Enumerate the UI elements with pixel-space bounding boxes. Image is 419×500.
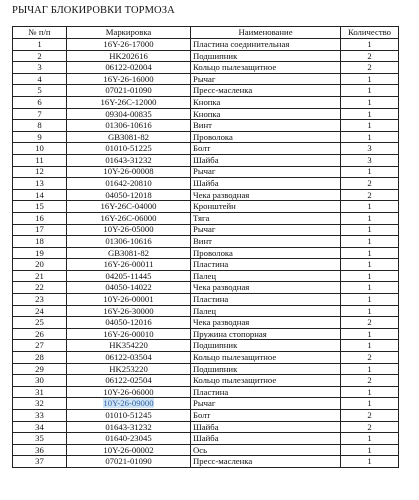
cell-quantity: 1 (341, 247, 399, 259)
cell-number: 30 (13, 375, 67, 387)
cell-quantity: 1 (341, 398, 399, 410)
cell-name: Подшипник (191, 363, 341, 375)
cell-number: 8 (13, 120, 67, 132)
table-row (13, 340, 399, 352)
cell-name: Пластина (191, 259, 341, 271)
cell-marking: 01640-23045 (67, 433, 191, 445)
parts-table (12, 26, 399, 468)
cell-name: Болт (191, 143, 341, 155)
cell-marking: 10Y-26-00002 (67, 444, 191, 456)
cell-name: Шайба (191, 433, 341, 445)
cell-number: 10 (13, 143, 67, 155)
cell-marking: 16Y-26-00011 (67, 259, 191, 271)
cell-quantity: 1 (341, 259, 399, 271)
cell-name: Рычаг (191, 166, 341, 178)
cell-number: 29 (13, 363, 67, 375)
table-row (13, 212, 399, 224)
cell-number: 19 (13, 247, 67, 259)
cell-name: Палец (191, 270, 341, 282)
cell-marking: 01010-51225 (67, 143, 191, 155)
header-marking: Маркировка (67, 27, 191, 39)
cell-name: Проволока (191, 131, 341, 143)
table-row (13, 131, 399, 143)
cell-quantity: 2 (341, 62, 399, 74)
cell-quantity: 1 (341, 236, 399, 248)
cell-marking: 10Y-26-00001 (67, 294, 191, 306)
table-row (13, 305, 399, 317)
cell-number: 32 (13, 398, 67, 410)
cell-number: 13 (13, 178, 67, 190)
cell-quantity: 1 (341, 433, 399, 445)
table-row (13, 317, 399, 329)
cell-number: 3 (13, 62, 67, 74)
table-row (13, 120, 399, 132)
cell-quantity: 1 (341, 456, 399, 468)
cell-name: Ось (191, 444, 341, 456)
cell-quantity: 1 (341, 294, 399, 306)
cell-quantity: 1 (341, 282, 399, 294)
cell-marking: 16Y-26C-04000 (67, 201, 191, 213)
cell-name: Подшипник (191, 50, 341, 62)
cell-name: Шайба (191, 178, 341, 190)
cell-name: Рычаг (191, 73, 341, 85)
cell-quantity: 1 (341, 131, 399, 143)
table-row (13, 62, 399, 74)
cell-name: Пружина стопорная (191, 328, 341, 340)
table-row (13, 39, 399, 51)
cell-marking: 16Y-26-00010 (67, 328, 191, 340)
cell-quantity: 2 (341, 317, 399, 329)
table-row (13, 328, 399, 340)
cell-quantity: 1 (341, 224, 399, 236)
cell-number: 37 (13, 456, 67, 468)
cell-quantity: 1 (341, 340, 399, 352)
table-row (13, 108, 399, 120)
cell-number: 34 (13, 421, 67, 433)
cell-marking: HK253220 (67, 363, 191, 375)
table-row (13, 421, 399, 433)
cell-name: Шайба (191, 421, 341, 433)
cell-marking: GB3081-82 (67, 131, 191, 143)
cell-name: Чека разводная (191, 189, 341, 201)
cell-marking: 04205-11445 (67, 270, 191, 282)
cell-number: 15 (13, 201, 67, 213)
cell-name: Пластина (191, 386, 341, 398)
cell-quantity: 3 (341, 143, 399, 155)
header-quantity: Количество (341, 27, 399, 39)
table-row (13, 85, 399, 97)
cell-quantity: 2 (341, 50, 399, 62)
selected-text[interactable]: 10Y-26-09000 (103, 398, 154, 409)
cell-number: 25 (13, 317, 67, 329)
table-row (13, 224, 399, 236)
cell-name: Пластина (191, 294, 341, 306)
cell-marking: 09304-00835 (67, 108, 191, 120)
cell-quantity: 1 (341, 108, 399, 120)
cell-name: Болт (191, 410, 341, 422)
cell-quantity: 1 (341, 363, 399, 375)
cell-name: Шайба (191, 154, 341, 166)
cell-marking (67, 398, 191, 410)
cell-number: 12 (13, 166, 67, 178)
table-row (13, 189, 399, 201)
cell-name: Пресс-масленка (191, 85, 341, 97)
cell-quantity: 2 (341, 421, 399, 433)
table-row (13, 247, 399, 259)
cell-name: Кронштейн (191, 201, 341, 213)
cell-number: 22 (13, 282, 67, 294)
cell-number: 6 (13, 96, 67, 108)
table-row (13, 96, 399, 108)
cell-marking: 07021-01090 (67, 85, 191, 97)
table-row (13, 143, 399, 155)
cell-marking: 07021-01090 (67, 456, 191, 468)
cell-name: Чека разводная (191, 282, 341, 294)
cell-marking: GB3081-82 (67, 247, 191, 259)
cell-marking: HK202616 (67, 50, 191, 62)
cell-number: 26 (13, 328, 67, 340)
cell-quantity: 2 (341, 178, 399, 190)
table-body (13, 39, 399, 468)
cell-name: Пресс-масленка (191, 456, 341, 468)
cell-marking: 16Y-26-30000 (67, 305, 191, 317)
table-row (13, 50, 399, 62)
cell-number: 17 (13, 224, 67, 236)
cell-name: Винт (191, 120, 341, 132)
cell-marking: 04050-14022 (67, 282, 191, 294)
cell-marking: 01643-31232 (67, 421, 191, 433)
cell-number: 23 (13, 294, 67, 306)
cell-quantity: 1 (341, 85, 399, 97)
cell-marking: 10Y-26-00008 (67, 166, 191, 178)
cell-name: Тяга (191, 212, 341, 224)
cell-name: Кольцо пылезащитное (191, 352, 341, 364)
cell-number: 27 (13, 340, 67, 352)
cell-quantity: 1 (341, 386, 399, 398)
cell-name: Рычаг (191, 398, 341, 410)
cell-marking: 06122-02504 (67, 375, 191, 387)
cell-number: 2 (13, 50, 67, 62)
cell-quantity: 2 (341, 375, 399, 387)
cell-number: 14 (13, 189, 67, 201)
table-row (13, 398, 399, 410)
cell-quantity: 2 (341, 189, 399, 201)
table-row (13, 166, 399, 178)
cell-marking: 01010-51245 (67, 410, 191, 422)
cell-marking: 16Y-26-16000 (67, 73, 191, 85)
cell-marking: 10Y-26-06000 (67, 386, 191, 398)
cell-number: 28 (13, 352, 67, 364)
cell-name: Кнопка (191, 108, 341, 120)
table-row (13, 236, 399, 248)
cell-quantity: 1 (341, 166, 399, 178)
cell-marking: 01306-10616 (67, 120, 191, 132)
cell-marking: 01306-10616 (67, 236, 191, 248)
table-row (13, 444, 399, 456)
cell-name: Кнопка (191, 96, 341, 108)
cell-name: Подшипник (191, 340, 341, 352)
table-row (13, 410, 399, 422)
table-row (13, 363, 399, 375)
table-row (13, 73, 399, 85)
cell-name: Винт (191, 236, 341, 248)
cell-name: Чека разводная (191, 317, 341, 329)
cell-quantity: 2 (341, 352, 399, 364)
table-row (13, 270, 399, 282)
cell-name: Проволока (191, 247, 341, 259)
cell-quantity: 1 (341, 201, 399, 213)
cell-number: 20 (13, 259, 67, 271)
header-number: № п/п (13, 27, 67, 39)
cell-marking: 16Y-26C-06000 (67, 212, 191, 224)
cell-marking: 01642-20810 (67, 178, 191, 190)
header-name: Наименование (191, 27, 341, 39)
cell-number: 33 (13, 410, 67, 422)
page-title: РЫЧАГ БЛОКИРОВКИ ТОРМОЗА (12, 5, 175, 16)
cell-number: 11 (13, 154, 67, 166)
cell-name: Пластина соединительная (191, 39, 341, 51)
cell-quantity: 1 (341, 120, 399, 132)
cell-quantity: 1 (341, 328, 399, 340)
cell-number: 5 (13, 85, 67, 97)
cell-quantity: 1 (341, 39, 399, 51)
cell-number: 9 (13, 131, 67, 143)
table-row (13, 178, 399, 190)
cell-quantity: 1 (341, 270, 399, 282)
table-row (13, 386, 399, 398)
cell-number: 7 (13, 108, 67, 120)
cell-marking: 04050-12016 (67, 317, 191, 329)
cell-quantity: 2 (341, 410, 399, 422)
cell-number: 36 (13, 444, 67, 456)
cell-marking: 16Y-26-17000 (67, 39, 191, 51)
cell-number: 24 (13, 305, 67, 317)
cell-name: Палец (191, 305, 341, 317)
cell-quantity: 1 (341, 73, 399, 85)
cell-number: 1 (13, 39, 67, 51)
cell-marking: 06122-02004 (67, 62, 191, 74)
cell-quantity: 1 (341, 305, 399, 317)
table-row (13, 201, 399, 213)
cell-number: 21 (13, 270, 67, 282)
cell-number: 31 (13, 386, 67, 398)
cell-name: Кольцо пылезащитное (191, 62, 341, 74)
table-row (13, 259, 399, 271)
table-row (13, 456, 399, 468)
cell-number: 4 (13, 73, 67, 85)
table-header-row (13, 27, 399, 39)
cell-name: Рычаг (191, 224, 341, 236)
cell-quantity: 1 (341, 444, 399, 456)
table-row (13, 375, 399, 387)
cell-marking: 10Y-26-05000 (67, 224, 191, 236)
cell-number: 16 (13, 212, 67, 224)
cell-number: 35 (13, 433, 67, 445)
cell-quantity: 1 (341, 212, 399, 224)
table-row (13, 433, 399, 445)
table-row (13, 294, 399, 306)
cell-marking: 04050-12018 (67, 189, 191, 201)
cell-number: 18 (13, 236, 67, 248)
table-row (13, 352, 399, 364)
table-row (13, 282, 399, 294)
cell-marking: HK354220 (67, 340, 191, 352)
cell-marking: 06122-03504 (67, 352, 191, 364)
cell-marking: 01643-31232 (67, 154, 191, 166)
cell-marking: 16Y-26C-12000 (67, 96, 191, 108)
cell-name: Кольцо пылезащитное (191, 375, 341, 387)
cell-quantity: 1 (341, 96, 399, 108)
cell-quantity: 3 (341, 154, 399, 166)
table-row (13, 154, 399, 166)
